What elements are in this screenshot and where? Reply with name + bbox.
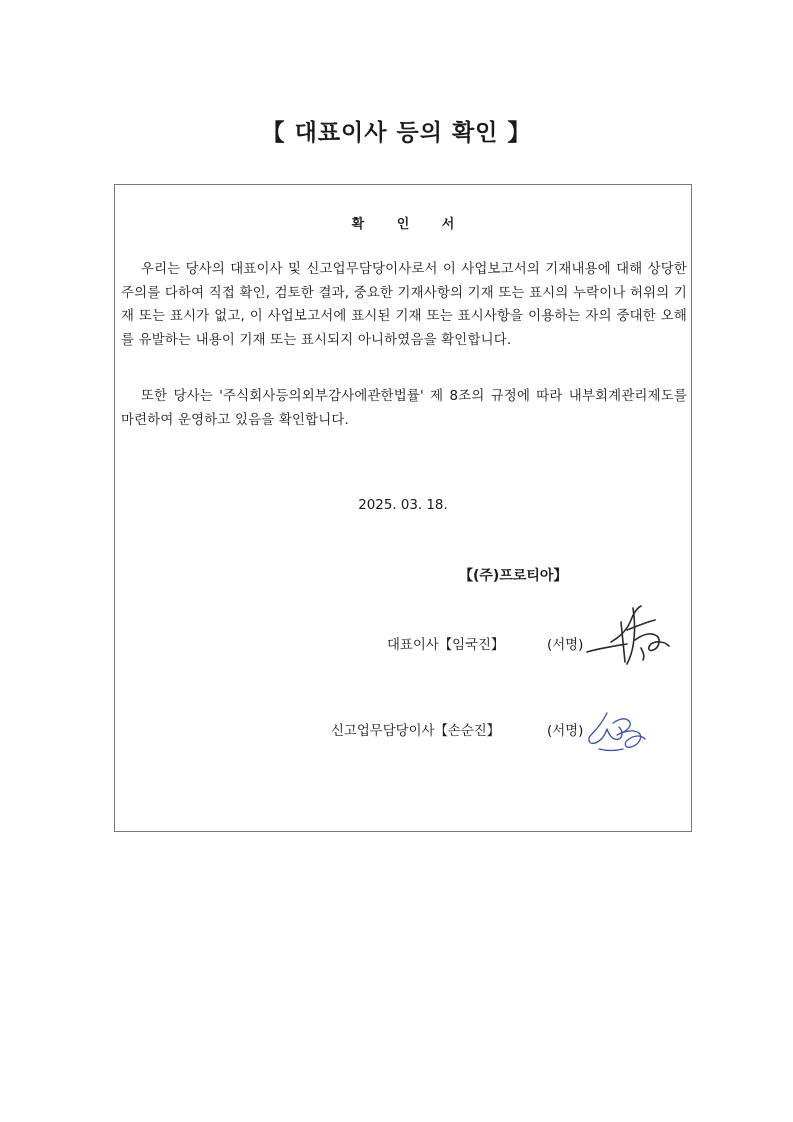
ceo-role-name: 대표이사【임국진】 xyxy=(387,638,505,653)
document-date: 2025. 03. 18. xyxy=(358,498,448,513)
confirmation-paragraph-2: 또한 당사는 '주식회사등의외부감사에관한법률' 제 8조의 규정에 따라 내부회계관리제도를 마련하여 운영하고 있음을 확인합니다. xyxy=(121,389,687,428)
cfo-signature xyxy=(583,705,653,757)
cfo-signature-label: (서명) xyxy=(547,724,584,739)
page-title: 【 대표이사 등의 확인 】 xyxy=(261,120,532,146)
confirmation-box xyxy=(114,184,692,832)
ceo-signature xyxy=(581,600,671,670)
ceo-signature-label: (서명) xyxy=(547,638,584,653)
company-name: 【(주)프로티아】 xyxy=(459,568,568,584)
cfo-role-name: 신고업무담당이사【손순진】 xyxy=(331,724,501,739)
confirmation-paragraph-1: 우리는 당사의 대표이사 및 신고업무담당이사로서 이 사업보고서의 기재내용에 대해 상당한 주의를 다하여 직접 확인, 검토한 결과, 중요한 기재사항의 기재 또는 표시의 누락이나 허위의 기재 또는 표시가 없고, 이 사업보고서에 표시된 기재 또는 표시사항을 이용하는 자의 중대한 오해를 유발하는 내용이 기재 또는 표시되지 아니하였음을 확인합니다. xyxy=(121,262,687,348)
confirmation-heading: 확 인 서 xyxy=(351,217,469,232)
